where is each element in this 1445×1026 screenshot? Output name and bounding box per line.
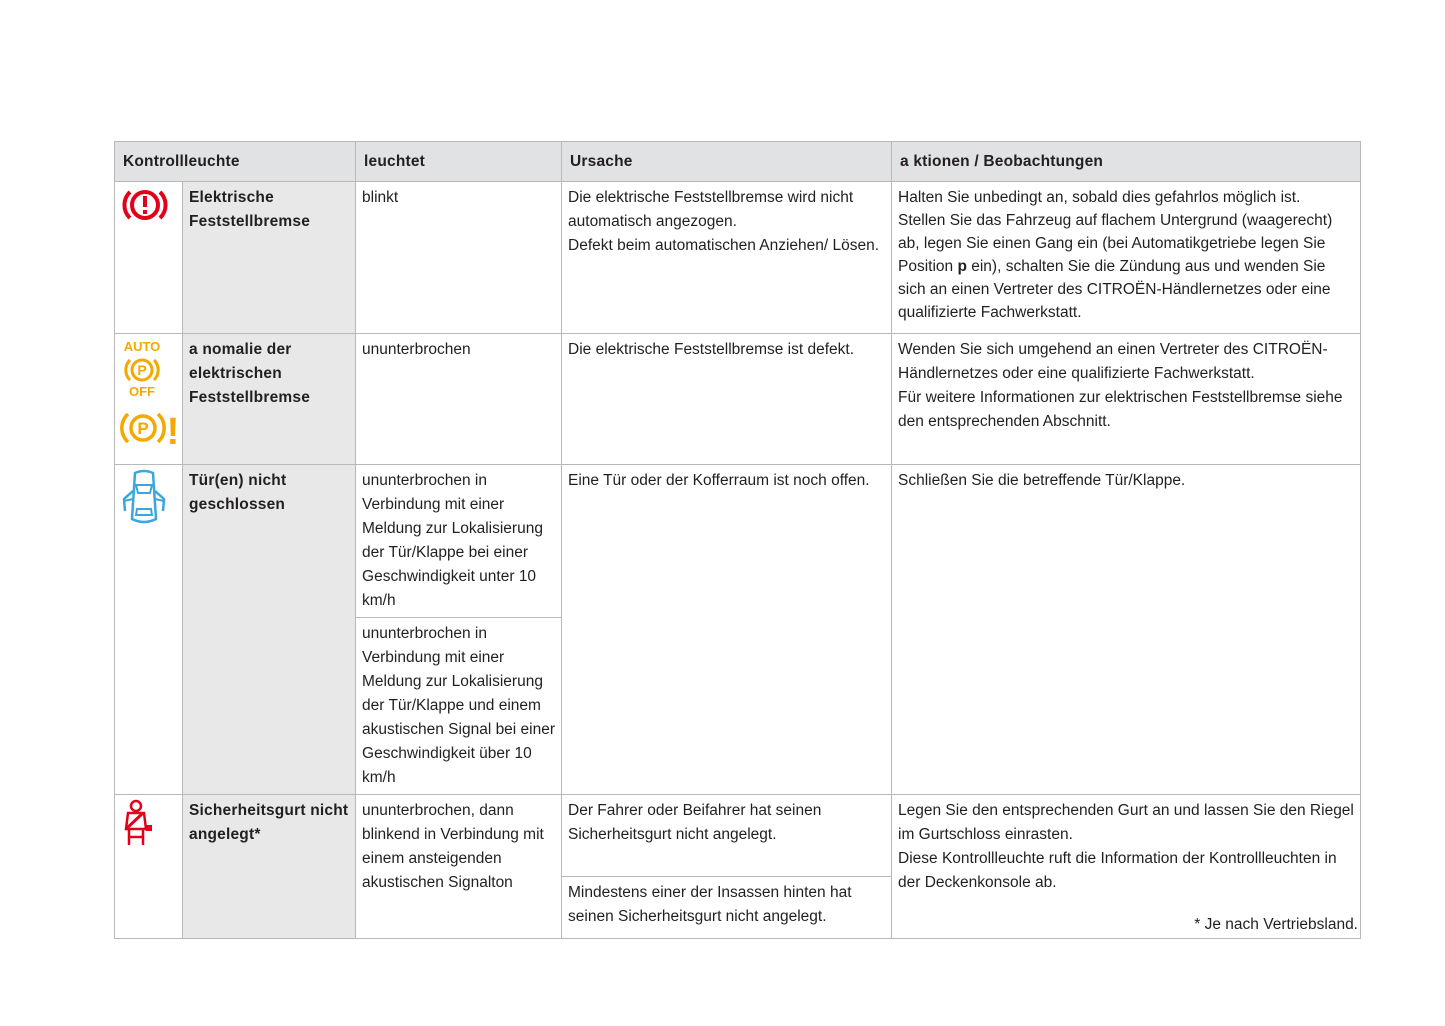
table-header-row xyxy=(115,142,1361,182)
seatbelt-icon xyxy=(121,799,155,849)
icon-cell xyxy=(115,334,183,465)
icon-cell xyxy=(115,795,183,939)
light-name: a nomalie der elektrischen Feststellbremse xyxy=(183,334,356,465)
svg-text:OFF: OFF xyxy=(129,384,155,398)
action-text: Legen Sie den entsprechenden Gurt an und lassen Sie den Riegel im Gurtschloss einrasten. xyxy=(898,802,1354,843)
cause-text: Die elektrische Feststellbremse ist defekt. xyxy=(562,334,892,465)
cause-text: Eine Tür oder der Kofferraum ist noch offen. xyxy=(562,465,892,795)
cause-text: Der Fahrer oder Beifahrer hat seinen Sicherheitsgurt nicht angelegt. xyxy=(562,795,892,877)
header-leuchtet: leuchtet xyxy=(356,142,562,182)
auto-parking-brake-icon xyxy=(117,340,167,398)
door-open-icon xyxy=(121,469,167,529)
action-text: Wenden Sie sich umgehend an einen Vertreter des CITROËN-Händlernetzes oder eine qualifizierte Fachwerkstatt. xyxy=(898,341,1328,382)
svg-text:AUTO: AUTO xyxy=(123,340,161,354)
lights-status: blinkt xyxy=(356,182,562,334)
footnote: * Je nach Vertriebsland. xyxy=(1194,916,1358,933)
table-row-door-open xyxy=(115,465,1361,618)
action-text: Diese Kontrollleuchte ruft die Information der Kontrollleuchten in der Deckenkonsole ab. xyxy=(898,850,1337,891)
cause-cell xyxy=(562,182,892,334)
lights-status: ununterbrochen in Verbindung mit einer Meldung zur Lokalisierung der Tür/Klappe bei einer Geschwindigkeit unter 10 km/h xyxy=(356,465,562,618)
lights-status: ununterbrochen in Verbindung mit einer Meldung zur Lokalisierung der Tür/Klappe und einem akustischen Signal bei einer Geschwindigkeit über 10 km/h xyxy=(356,618,562,795)
svg-text:P: P xyxy=(137,362,147,378)
light-name: Tür(en) nicht geschlossen xyxy=(183,465,356,795)
action-cell xyxy=(892,182,1361,334)
action-cell xyxy=(892,334,1361,465)
cause-text: Die elektrische Feststellbremse wird nicht automatisch angezogen. xyxy=(568,189,854,230)
icon-cell xyxy=(115,465,183,795)
header-ursache: Ursache xyxy=(562,142,892,182)
table-row-parking-brake-fault xyxy=(115,334,1361,465)
action-text: Stellen Sie das Fahrzeug auf flachem Untergrund (waagerecht) ab, legen Sie einen Gang ein (bei Automatikgetriebe legen Sie Position p ein), schalten Sie die Zündung aus und wenden Sie sich an einen Vertreter des CITROËN-Händlernetzes oder eine qualifizierte Fachwerkstatt. xyxy=(898,212,1333,321)
cause-text: Mindestens einer der Insassen hinten hat seinen Sicherheitsgurt nicht angelegt. xyxy=(562,877,892,939)
warning-lights-table xyxy=(114,141,1361,939)
table-row-parking-brake xyxy=(115,182,1361,334)
lights-status: ununterbrochen xyxy=(356,334,562,465)
brake-warning-icon xyxy=(121,186,169,224)
parking-brake-fault-icon xyxy=(117,408,179,448)
lights-status: ununterbrochen, dann blinkend in Verbindung mit einem ansteigenden akustischen Signalton xyxy=(356,795,562,939)
icon-cell xyxy=(115,182,183,334)
svg-text:!: ! xyxy=(166,411,179,448)
action-text: Halten Sie unbedingt an, sobald dies gefahrlos möglich ist. xyxy=(898,189,1301,206)
light-name: Elektrische Feststellbremse xyxy=(183,182,356,334)
action-text: Für weitere Informationen zur elektrischen Feststellbremse siehe den entsprechenden Abschnitt. xyxy=(898,389,1343,430)
svg-text:P: P xyxy=(137,419,149,438)
gear-position-key: p xyxy=(957,258,967,275)
header-aktionen: a ktionen / Beobachtungen xyxy=(892,142,1361,182)
light-name: Sicherheitsgurt nicht angelegt* xyxy=(183,795,356,939)
header-kontrollleuchte: Kontrollleuchte xyxy=(115,142,356,182)
action-text: Schließen Sie die betreffende Tür/Klappe. xyxy=(892,465,1361,795)
table-row-seatbelt xyxy=(115,795,1361,877)
cause-text: Defekt beim automatischen Anziehen/ Lösen. xyxy=(568,237,880,254)
